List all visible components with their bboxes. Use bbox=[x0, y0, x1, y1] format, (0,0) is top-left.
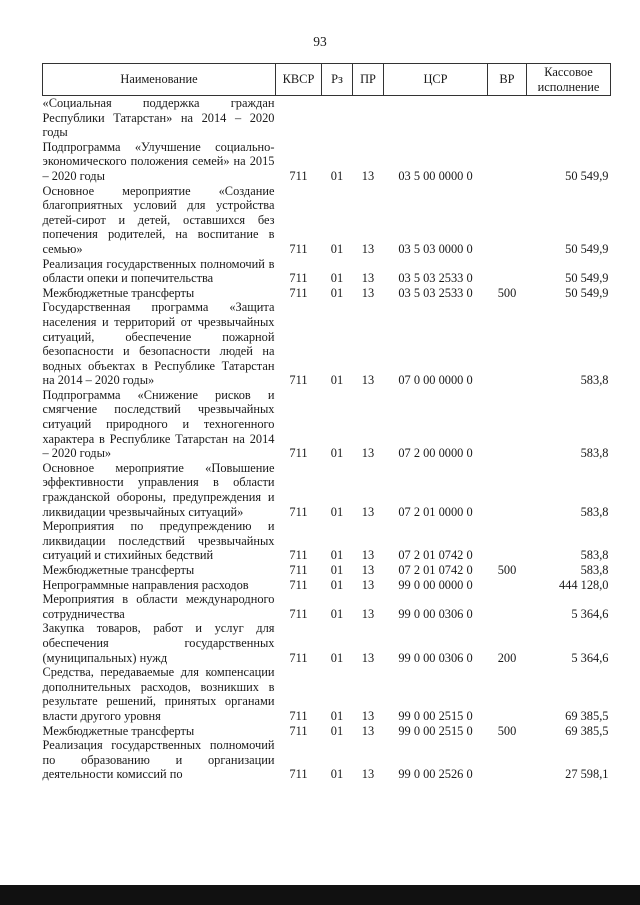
scan-bottom-edge bbox=[0, 885, 640, 905]
cell-exec: 50 549,9 bbox=[565, 241, 609, 256]
cell-rz: 01 bbox=[330, 723, 344, 738]
cell-rz: 01 bbox=[330, 767, 344, 782]
cell-rz: 01 bbox=[330, 241, 344, 256]
cell-kvsr: 711 bbox=[289, 650, 308, 665]
cell-vr bbox=[488, 184, 527, 257]
cell-exec: 444 128,0 bbox=[558, 577, 609, 592]
cell-name: Подпрограмма «Снижение рисков и смягчение последствий чрезвычайных ситуаций природного и техногенного характера в Республике Татарстан на 2014 – 2020 годы» bbox=[42, 387, 275, 461]
cell-pr: 13 bbox=[361, 168, 375, 183]
table-row bbox=[43, 184, 611, 257]
table-row bbox=[43, 563, 611, 578]
cell-exec: 583,8 bbox=[580, 446, 609, 461]
cell-exec bbox=[527, 96, 611, 140]
cell-kvsr: 711 bbox=[289, 767, 308, 782]
cell-rz: 01 bbox=[330, 373, 344, 388]
cell-exec: 5 364,6 bbox=[571, 650, 609, 665]
cell-kvsr: 711 bbox=[289, 723, 308, 738]
cell-exec: 583,8 bbox=[580, 548, 609, 563]
cell-rz: 01 bbox=[330, 285, 344, 300]
header-vr: ВР bbox=[488, 64, 527, 96]
table-header-row bbox=[43, 64, 611, 96]
cell-csr: 03 5 03 0000 0 bbox=[398, 241, 473, 256]
cell-pr: 13 bbox=[361, 708, 375, 723]
cell-pr: 13 bbox=[361, 285, 375, 300]
cell-vr bbox=[488, 665, 527, 723]
table-row bbox=[43, 724, 611, 739]
cell-kvsr: 711 bbox=[289, 504, 308, 519]
cell-exec: 583,8 bbox=[580, 373, 609, 388]
header-rz: Рз bbox=[322, 64, 353, 96]
cell-vr: 500 bbox=[497, 285, 517, 300]
table-row bbox=[43, 300, 611, 388]
cell-kvsr: 711 bbox=[289, 548, 308, 563]
cell-pr: 13 bbox=[361, 548, 375, 563]
cell-pr: 13 bbox=[361, 606, 375, 621]
cell-vr bbox=[488, 96, 527, 140]
cell-csr: 99 0 00 0306 0 bbox=[398, 606, 473, 621]
table-row bbox=[43, 665, 611, 723]
cell-csr: 07 2 00 0000 0 bbox=[398, 446, 473, 461]
cell-rz: 01 bbox=[330, 504, 344, 519]
cell-exec: 583,8 bbox=[580, 563, 609, 577]
table-row bbox=[43, 738, 611, 782]
cell-vr: 500 bbox=[497, 723, 517, 738]
cell-pr: 13 bbox=[361, 446, 375, 461]
table-row bbox=[43, 461, 611, 519]
cell-exec: 69 385,5 bbox=[565, 723, 609, 738]
cell-kvsr: 711 bbox=[289, 563, 308, 577]
table-row bbox=[43, 578, 611, 593]
header-exec: Кассовое исполнение bbox=[527, 64, 611, 96]
cell-name: «Социальная поддержка граждан Республики Татарстан» на 2014 – 2020 годы bbox=[42, 96, 275, 140]
cell-csr: 03 5 03 2533 0 bbox=[398, 285, 473, 300]
cell-kvsr: 711 bbox=[289, 271, 308, 286]
cell-vr bbox=[488, 519, 527, 563]
cell-name: Мероприятия в области международного сотрудничества bbox=[42, 592, 275, 621]
cell-vr bbox=[488, 300, 527, 388]
table-row bbox=[43, 140, 611, 184]
cell-csr: 99 0 00 2515 0 bbox=[398, 723, 473, 738]
cell-pr: 13 bbox=[361, 650, 375, 665]
cell-rz: 01 bbox=[330, 606, 344, 621]
table-row bbox=[43, 519, 611, 563]
cell-name: Реализация государственных полномочий по образованию и организации деятельности комиссий по bbox=[42, 738, 275, 782]
cell-kvsr: 711 bbox=[289, 606, 308, 621]
cell-vr bbox=[488, 592, 527, 621]
cell-pr: 13 bbox=[361, 767, 375, 782]
header-csr: ЦСР bbox=[384, 64, 488, 96]
cell-kvsr: 711 bbox=[289, 168, 308, 183]
table-row bbox=[43, 388, 611, 461]
cell-exec: 27 598,1 bbox=[565, 767, 609, 782]
cell-name: Государственная программа «Защита населения и территорий от чрезвычайных ситуаций, обеспечение пожарной безопасности и безопасности людей на водных объектах в Республике Татарстан на 2014 – 2020 годы» bbox=[42, 300, 275, 388]
page-number: 93 bbox=[313, 34, 327, 49]
cell-pr bbox=[353, 96, 384, 140]
cell-vr bbox=[488, 738, 527, 782]
cell-name: Основное мероприятие «Повышение эффективности управления в области гражданской обороны, предупреждения и ликвидации чрезвычайных ситуаций» bbox=[42, 460, 275, 519]
cell-kvsr: 711 bbox=[289, 708, 308, 723]
cell-vr: 200 bbox=[497, 650, 517, 665]
cell-csr: 99 0 00 0306 0 bbox=[398, 650, 473, 665]
cell-exec: 69 385,5 bbox=[565, 708, 609, 723]
cell-name: Межбюджетные трансферты bbox=[42, 563, 195, 577]
cell-exec: 50 549,9 bbox=[565, 168, 609, 183]
cell-vr bbox=[488, 140, 527, 184]
cell-csr: 07 2 01 0742 0 bbox=[398, 563, 473, 577]
cell-rz: 01 bbox=[330, 563, 344, 577]
table-row bbox=[43, 96, 611, 140]
cell-kvsr: 711 bbox=[289, 577, 308, 592]
cell-name: Закупка товаров, работ и услуг для обеспечения государственных (муниципальных) нужд bbox=[42, 621, 275, 665]
header-name: Наименование bbox=[43, 64, 276, 96]
cell-csr: 99 0 00 2526 0 bbox=[398, 767, 473, 782]
cell-pr: 13 bbox=[361, 563, 375, 577]
table-row bbox=[43, 257, 611, 286]
table-row bbox=[43, 621, 611, 665]
table-row bbox=[43, 286, 611, 301]
cell-kvsr: 711 bbox=[289, 241, 308, 256]
cell-rz: 01 bbox=[330, 271, 344, 286]
cell-pr: 13 bbox=[361, 577, 375, 592]
cell-csr: 07 0 00 0000 0 bbox=[398, 373, 473, 388]
cell-name: Основное мероприятие «Создание благоприятных условий для устройства детей-сирот и детей, оставшихся без попечения родителей, на воспитание в семью» bbox=[42, 183, 275, 256]
cell-rz: 01 bbox=[330, 708, 344, 723]
cell-name: Средства, передаваемые для компенсации дополнительных расходов, возникших в результате решений, принятых органами власти другого уровня bbox=[42, 665, 275, 723]
cell-csr: 03 5 03 2533 0 bbox=[398, 271, 473, 286]
cell-vr: 500 bbox=[497, 563, 517, 577]
table-row bbox=[43, 592, 611, 621]
cell-name: Подпрограмма «Улучшение социально-экономического положения семей» на 2015 – 2020 годы bbox=[42, 139, 275, 183]
cell-rz: 01 bbox=[330, 650, 344, 665]
cell-csr: 99 0 00 2515 0 bbox=[398, 708, 473, 723]
cell-pr: 13 bbox=[361, 723, 375, 738]
cell-exec: 5 364,6 bbox=[571, 606, 609, 621]
header-pr: ПР bbox=[353, 64, 384, 96]
budget-table bbox=[42, 63, 611, 782]
cell-kvsr: 711 bbox=[289, 373, 308, 388]
cell-rz: 01 bbox=[330, 446, 344, 461]
cell-pr: 13 bbox=[361, 373, 375, 388]
cell-csr: 03 5 00 0000 0 bbox=[398, 168, 473, 183]
cell-pr: 13 bbox=[361, 241, 375, 256]
table-body bbox=[43, 96, 611, 782]
cell-csr: 07 2 01 0000 0 bbox=[398, 504, 473, 519]
cell-kvsr: 711 bbox=[289, 285, 308, 300]
cell-rz: 01 bbox=[330, 548, 344, 563]
cell-rz: 01 bbox=[330, 168, 344, 183]
cell-name: Реализация государственных полномочий в области опеки и попечительства bbox=[42, 256, 275, 286]
cell-kvsr: 711 bbox=[289, 446, 308, 461]
cell-kvsr bbox=[276, 96, 322, 140]
cell-vr bbox=[488, 461, 527, 519]
cell-exec: 50 549,9 bbox=[565, 285, 609, 300]
cell-name: Межбюджетные трансферты bbox=[42, 285, 195, 300]
cell-rz bbox=[322, 96, 353, 140]
header-kvsr: КВСР bbox=[276, 64, 322, 96]
cell-vr bbox=[488, 388, 527, 461]
cell-csr bbox=[384, 96, 488, 140]
cell-exec: 583,8 bbox=[580, 504, 609, 519]
cell-csr: 99 0 00 0000 0 bbox=[398, 577, 473, 592]
cell-pr: 13 bbox=[361, 271, 375, 286]
cell-name: Межбюджетные трансферты bbox=[42, 723, 195, 738]
cell-vr bbox=[488, 257, 527, 286]
cell-name: Мероприятия по предупреждению и ликвидации последствий чрезвычайных ситуаций и стихийных бедствий bbox=[42, 519, 275, 563]
cell-csr: 07 2 01 0742 0 bbox=[398, 548, 473, 563]
cell-vr bbox=[488, 578, 527, 593]
cell-pr: 13 bbox=[361, 504, 375, 519]
cell-name: Непрограммные направления расходов bbox=[42, 577, 249, 592]
cell-exec: 50 549,9 bbox=[565, 271, 609, 286]
cell-rz: 01 bbox=[330, 577, 344, 592]
